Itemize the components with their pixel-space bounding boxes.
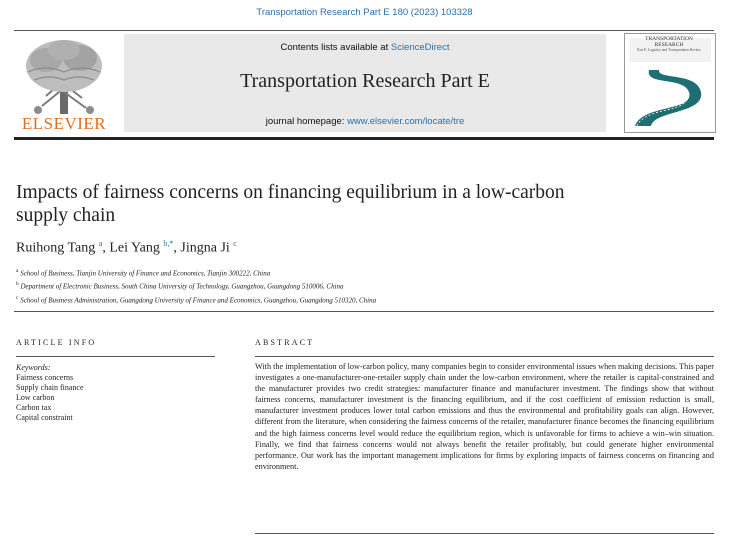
journal-name: Transportation Research Part E: [240, 70, 490, 92]
abstract-heading: ABSTRACT: [255, 338, 315, 347]
article-info-heading: ARTICLE INFO: [16, 338, 97, 347]
journal-citation[interactable]: Transportation Research Part E 180 (2023) 103328: [256, 7, 473, 18]
keyword: Fairness concerns: [16, 373, 74, 382]
affiliation-list: [16, 266, 376, 306]
abstract-text: With the implementation of low-carbon policy, many companies begin to consider environmental issues when making decisions. This paper investigates a one-manufacturer-one-retailer supply chain under the low-carbon environment, where the retailer is capital-constrained and the manufacturer provides two credit strategies: manufacturer finance and manufacturer investment. The findings show that without fairness concerns, manufacturer investment is the financing equilibrium, and if the cost coefficient of emission reduction is small, manufacturer investment produces lower total carbon emissions and thus the environmental and profitability goals can align. However, different from the literature, when considering the fairness concerns of the retailer, manufacturer finance becomes the financing equilibrium and the high fairness concerns level would reduce the equilibrium region, which is unfavorable for firms to achieve a win–win situation. Finally, we find that fairness concerns would not always benefit the retailer profitably, but could generate higher environmental performance. Our work has the important management implications for firms by exploring impacts of fairness concerns on financing and environment.: [255, 362, 714, 471]
affiliation-text: Department of Electronic Business, South China University of Technology, Guangzhou, Guangdong 510006, China: [20, 282, 344, 291]
keyword: Capital constraint: [16, 413, 73, 422]
author-name[interactable]: Ruihong Tang: [16, 240, 96, 256]
divider: [14, 30, 714, 31]
keywords-list: [16, 373, 84, 423]
keyword: Low carbon: [16, 393, 55, 402]
affiliation-text: School of Business, Tianjin University of Finance and Economics, Tianjin 300222, China: [20, 269, 271, 278]
keyword: Supply chain finance: [16, 383, 84, 392]
author-list: Ruihong Tang $^a$, Lei Yang $^{b,*}$, Jingna Ji $^c$: [16, 239, 237, 256]
contents-line: [124, 42, 606, 53]
affiliation-text: School of Business Administration, Guangdong University of Finance and Economics, Guangzhou, Guangdong 510320, China: [20, 295, 377, 304]
contents-prefix: Contents lists available at: [280, 42, 391, 53]
keywords-label: Keywords:: [16, 363, 51, 372]
sciencedirect-link[interactable]: ScienceDirect: [390, 42, 450, 53]
cover-subtitle: Part E: Logistics and Transportation Review: [637, 48, 701, 52]
header-divider: [14, 137, 714, 140]
publisher-name[interactable]: ELSEVIER: [21, 114, 107, 133]
author-mark[interactable]: a: [98, 239, 103, 248]
affiliation-mark: c: [16, 294, 19, 301]
elsevier-tree-icon: [16, 36, 112, 116]
divider: [255, 356, 714, 357]
affiliation-mark: b: [16, 281, 19, 288]
cover-title-line1: TRANSPORTATION: [645, 36, 693, 42]
author-mark[interactable]: c: [233, 239, 237, 248]
author-name[interactable]: Jingna Ji: [180, 240, 230, 256]
author-mark[interactable]: b,*: [163, 239, 174, 248]
homepage-line: [124, 116, 606, 127]
author-name[interactable]: Lei Yang: [109, 240, 160, 256]
cover-title-line2: RESEARCH: [654, 42, 684, 48]
divider: [16, 356, 215, 357]
divider: [255, 533, 714, 534]
homepage-link[interactable]: www.elsevier.com/locate/tre: [347, 116, 465, 127]
homepage-prefix: journal homepage:: [265, 116, 348, 127]
divider: [14, 311, 714, 312]
affiliation: [16, 266, 376, 279]
article-title: Impacts of fairness concerns on financing equilibrium in a low-carbon supply chain: [16, 182, 565, 226]
keyword: Carbon tax: [16, 403, 52, 412]
affiliation: [16, 293, 376, 306]
affiliation: [16, 279, 376, 292]
cover-title: [627, 36, 711, 53]
affiliation-mark: a: [16, 268, 19, 274]
